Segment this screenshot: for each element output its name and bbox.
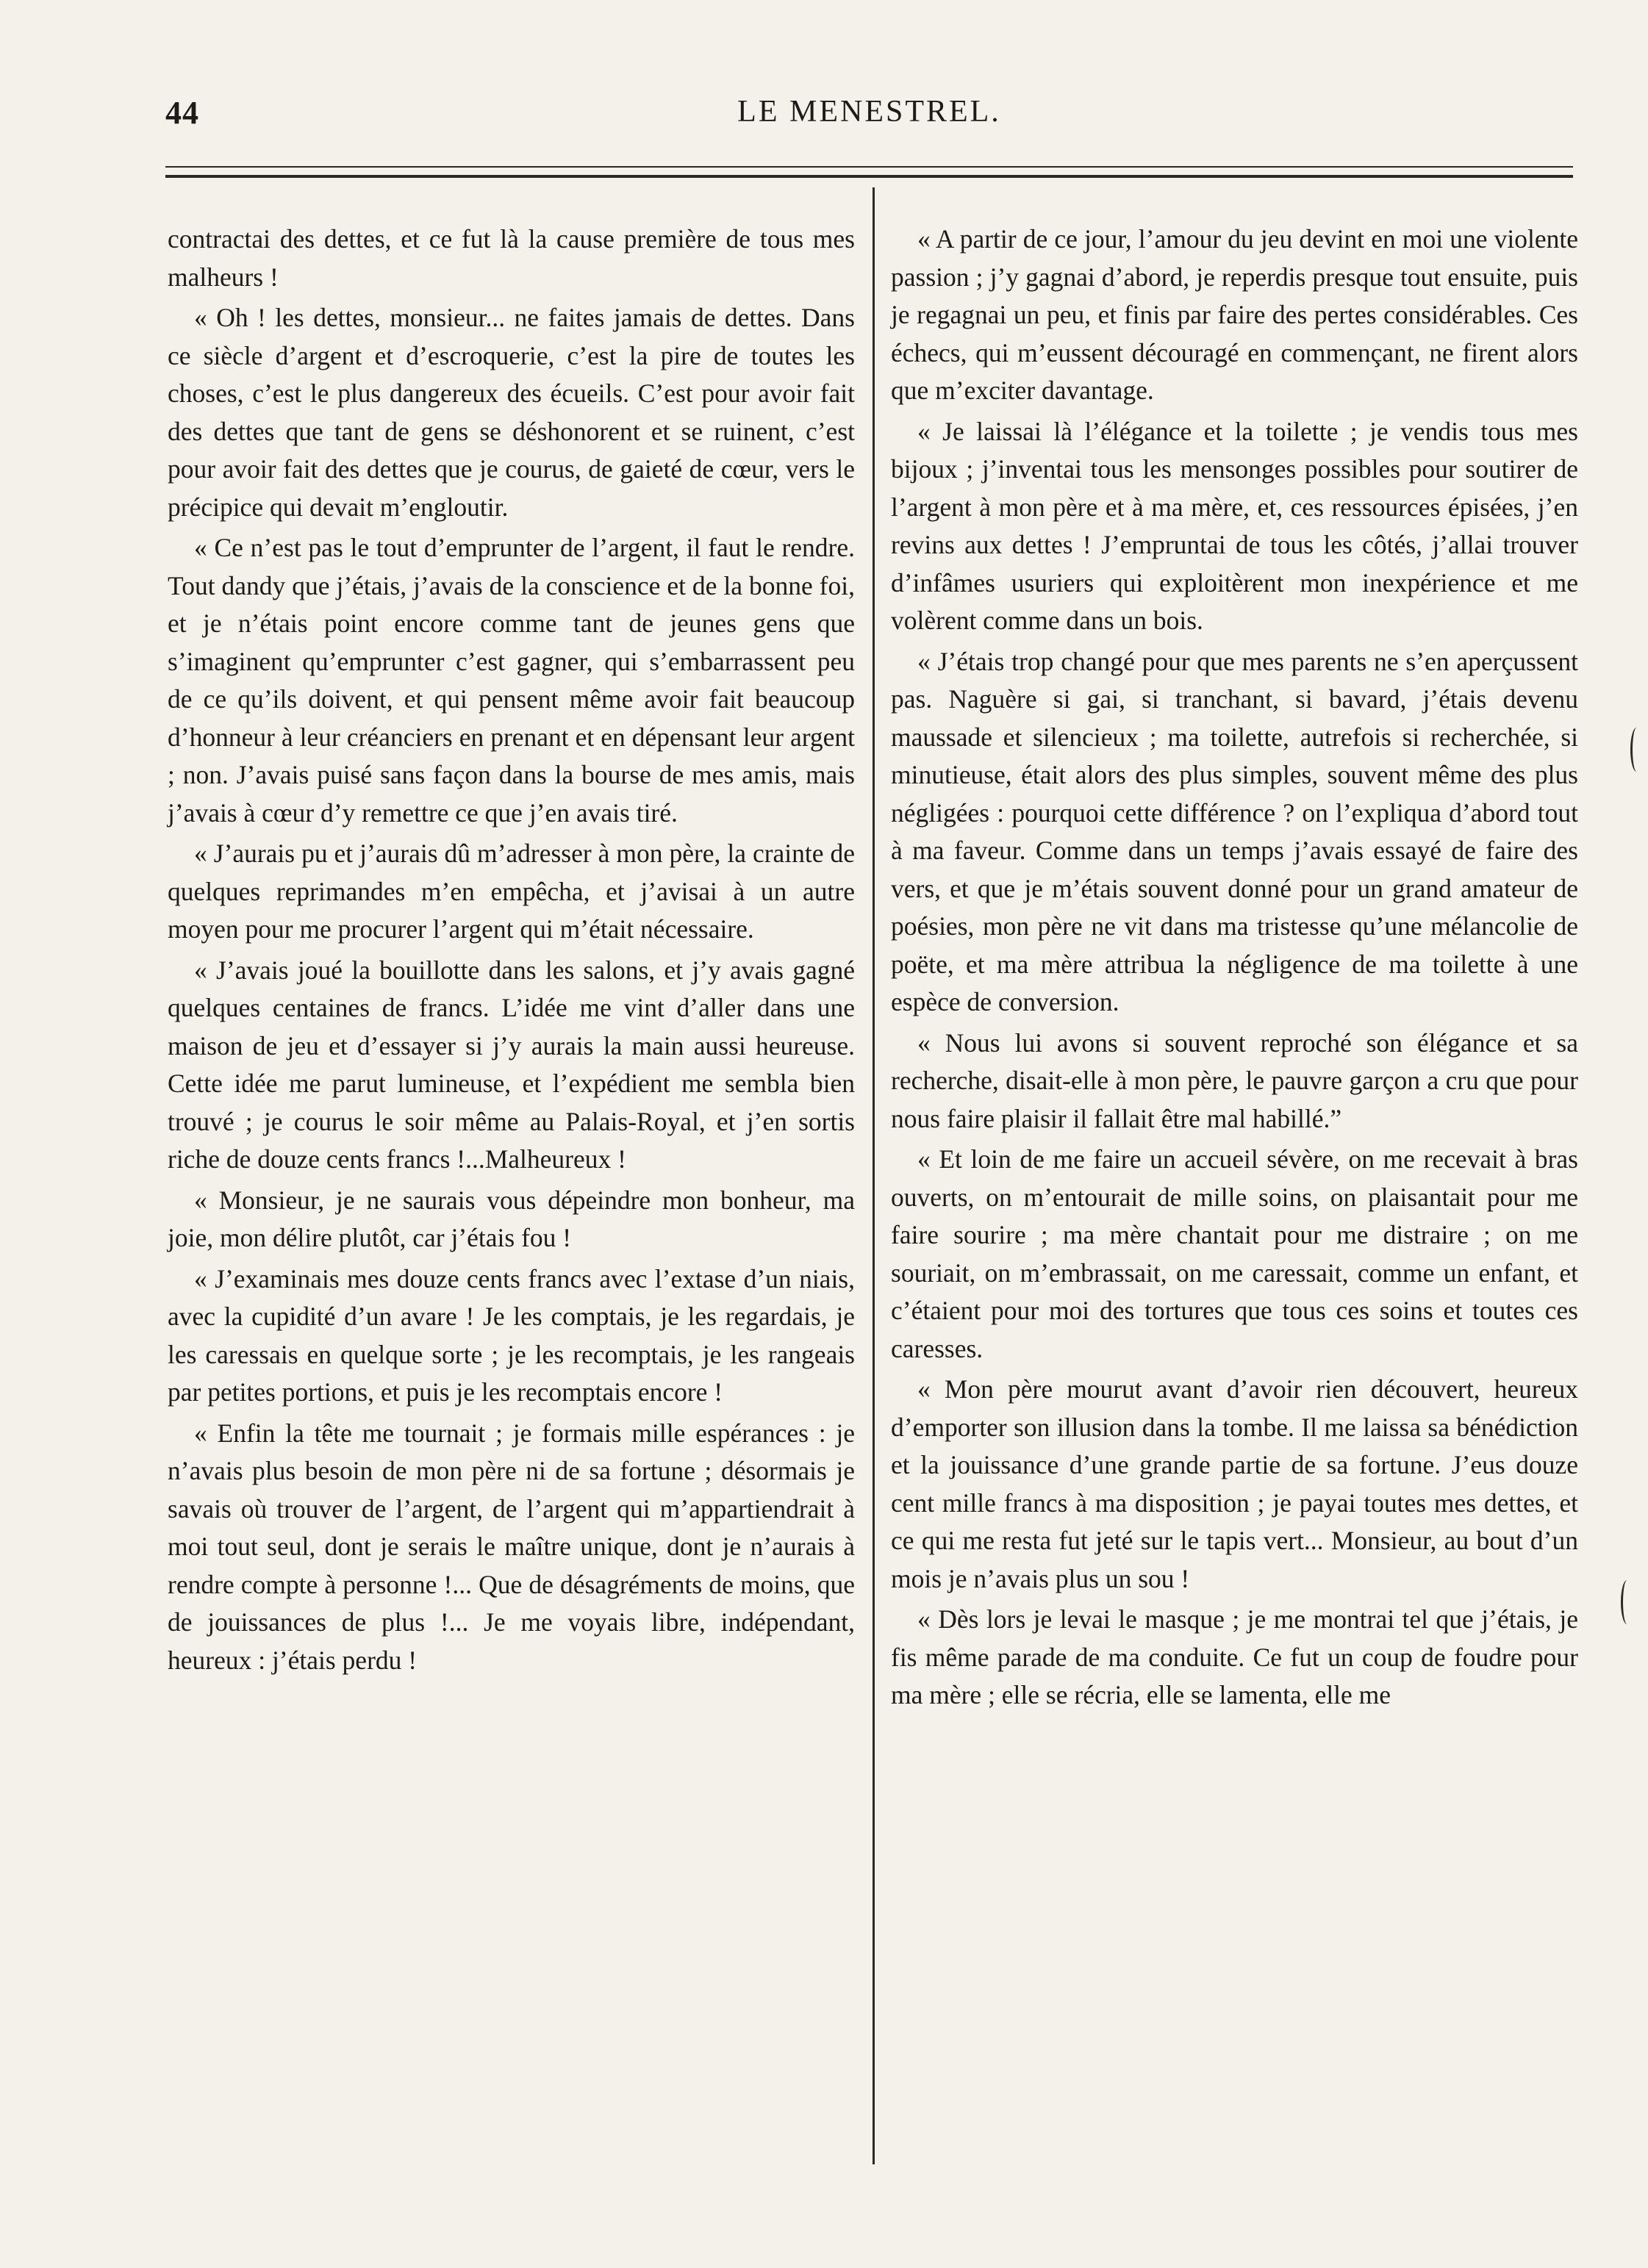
header-rule-thick bbox=[165, 175, 1573, 178]
paragraph: « J’étais trop changé pour que mes parents ne s’en aperçussent pas. Naguère si gai, si tranchant, si bavard, j’étais devenu maussade et silencieux ; ma toilette, autrefois si recherchée, si minutieuse, était alors des plus simples, souvent même des plus négligées : pourquoi cette différence ? on l’expliqua d’abord tout à ma faveur. Comme dans un temps j’avais essayé de faire des vers, et que je m’étais souvent donné pour un grand amateur de poésies, mon père ne vit dans ma tristesse qu’une mélancolie de poëte, et ma mère attribua la négligence de ma toilette à une espèce de conversion. bbox=[891, 646, 1578, 1016]
paragraph: « Nous lui avons si souvent reproché son élégance et sa recherche, disait-elle à mon père, le pauvre garçon a cru que pour nous faire plaisir il fallait être mal habillé.” bbox=[891, 1027, 1578, 1133]
paragraph: « J’examinais mes douze cents francs avec l’extase d’un niais, avec la cupidité d’un avare ! Je les comptais, je les regardais, je les caressais en quelque sorte ; je les recomptais, je les rangeais par petites portions, et puis je les recomptais encore ! bbox=[168, 1263, 855, 1407]
right-column bbox=[891, 220, 1578, 2146]
paragraph: « Et loin de me faire un accueil sévère, on me recevait à bras ouverts, on m’entourait de mille soins, on plaisantait pour me faire sourire ; ma mère chantait pour me distraire ; on me souriait, on m’embrassait, on me caressait, comme un enfant, et c’étaient pour moi des tortures que tous ces soins et toutes ces caresses. bbox=[891, 1144, 1578, 1363]
margin-mark bbox=[1630, 728, 1643, 772]
margin-mark bbox=[1621, 1580, 1633, 1624]
paragraph: contractai des dettes, et ce fut là la cause première de tous mes malheurs ! bbox=[168, 224, 855, 292]
paragraph: « A partir de ce jour, l’amour du jeu devint en moi une violente passion ; j’y gagnai d’abord, je reperdis presque tout ensuite, puis je regagnai un peu, et finis par faire des pertes considérables. Ces échecs, qui m’eussent découragé en commençant, ne firent alors que m’exciter davantage. bbox=[891, 224, 1578, 405]
paragraph: « J’avais joué la bouillotte dans les salons, et j’y avais gagné quelques centaines de francs. L’idée me vint d’aller dans une maison de jeu et d’essayer si j’y aurais la main aussi heureuse. Cette idée me parut lumineuse, et l’expédient me sembla bien trouvé ; je courus le soir même au Palais-Royal, et j’en sortis riche de douze cents francs !...Malheureux ! bbox=[168, 955, 855, 1174]
paragraph: « Je laissai là l’élégance et la toilette ; je vendis tous mes bijoux ; j’inventai tous les mensonges possibles pour soutirer de l’argent à mon père et à ma mère, et, ces ressources épisées, j’en revins aux dettes ! J’empruntai de tous les côtés, j’allai trouver d’infâmes usuriers qui exploitèrent mon inexpérience et me volèrent comme dans un bois. bbox=[891, 416, 1578, 635]
left-column bbox=[168, 220, 855, 2146]
header-rule bbox=[165, 166, 1573, 168]
journal-title: LE MENESTREL. bbox=[737, 95, 1001, 129]
page-number: 44 bbox=[165, 95, 199, 131]
page-header bbox=[165, 94, 1573, 138]
paragraph: « Oh ! les dettes, monsieur... ne faites jamais de dettes. Dans ce siècle d’argent et d’escroquerie, c’est la pire de toutes les choses, c’est le plus dangereux des écueils. C’est pour avoir fait des dettes que tant de gens se déshonorent et se ruinent, c’est pour avoir fait des dettes que je courus, de gaieté de cœur, vers le précipice qui devait m’engloutir. bbox=[168, 303, 855, 522]
paragraph: « Enfin la tête me tournait ; je formais mille espérances : je n’avais plus besoin de mon père ni de sa fortune ; désormais je savais où trouver de l’argent, de l’argent qui m’appartiendrait à moi tout seul, dont je serais le maître unique, dont je n’aurais à rendre compte à personne !... Que de désagréments de moins, que de jouissances de plus !... Je me voyais libre, indépendant, heureux : j’étais perdu ! bbox=[168, 1418, 855, 1675]
paragraph: « Mon père mourut avant d’avoir rien découvert, heureux d’emporter son illusion dans la tombe. Il me laissa sa bénédiction et la jouissance d’une grande partie de sa fortune. J’eus douze cent mille francs à ma disposition ; je payai toutes mes dettes, et ce qui me resta fut jeté sur le tapis vert... Monsieur, au bout d’un mois je n’avais plus un sou ! bbox=[891, 1374, 1578, 1593]
column-divider bbox=[873, 187, 875, 2164]
paragraph: « Ce n’est pas le tout d’emprunter de l’argent, il faut le rendre. Tout dandy que j’étais, j’avais de la conscience et de la bonne foi, et je n’étais point encore comme tant de jeunes gens que s’imaginent qu’emprunter c’est gagner, qui s’embarrassent peu de ce qu’ils doivent, et qui pensent même avoir fait beaucoup d’honneur à leur créanciers en prenant et en dépensant leur argent ; non. J’avais puisé sans façon dans la bourse de mes amis, mais j’avais à cœur d’y remettre ce que j’en avais tiré. bbox=[168, 533, 855, 828]
paragraph: « Monsieur, je ne saurais vous dépeindre mon bonheur, ma joie, mon délire plutôt, car j’étais fou ! bbox=[168, 1185, 855, 1252]
paragraph: « Dès lors je levai le masque ; je me montrai tel que j’étais, je fis même parade de ma conduite. Ce fut un coup de foudre pour ma mère ; elle se récria, elle se lamenta, elle me bbox=[891, 1604, 1578, 1709]
paragraph: « J’aurais pu et j’aurais dû m’adresser à mon père, la crainte de quelques reprimandes m’en empêcha, et j’avisai à un autre moyen pour me procurer l’argent qui m’était nécessaire. bbox=[168, 839, 855, 944]
